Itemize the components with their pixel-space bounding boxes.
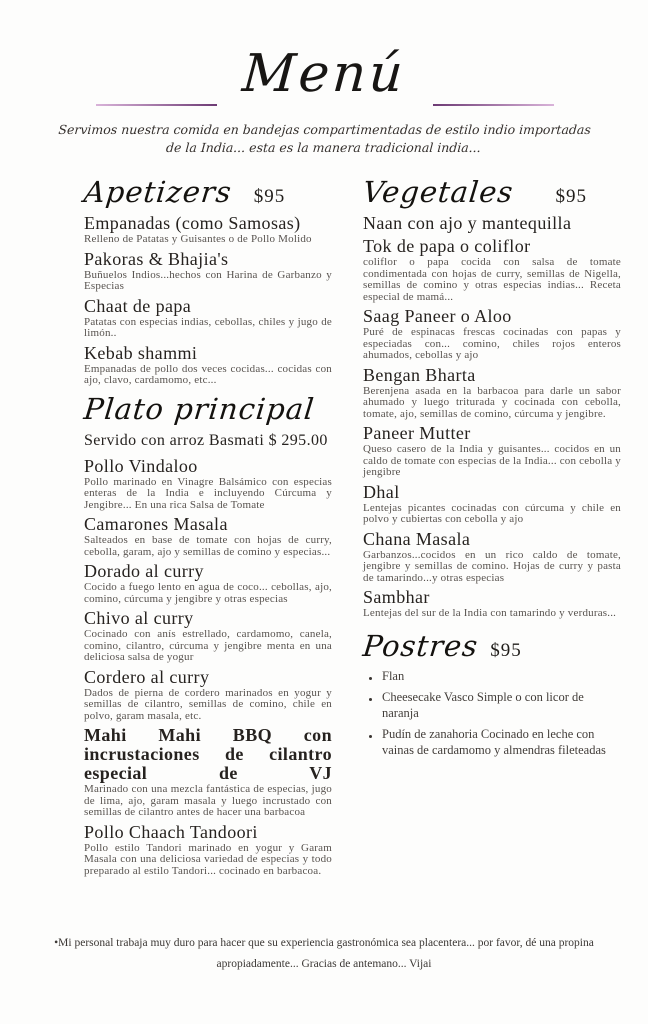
item-name: Paneer Mutter: [363, 423, 471, 443]
menu-item: [363, 237, 621, 303]
dessert-list: [363, 668, 621, 758]
item-description: Lentejas del sur de la India con tamarindo y verduras...: [363, 607, 617, 619]
dessert-label: Cheesecake Vasco Simple o con licor de naranja: [382, 689, 584, 720]
menu-item: [84, 515, 332, 558]
item-description: Puré de espinacas frescas cocinadas con papas y especiadas con... comino, chiles rojos enteros ahumados, cebollas y ajo: [363, 326, 621, 361]
right-column: [363, 176, 621, 763]
item-description: Salteados en base de tomate con hojas de curry, cebolla, garam, ajo y semillas de comino y especias...: [84, 534, 332, 558]
item-name: Pollo Vindaloo: [84, 455, 198, 476]
title-flourish-right: [433, 104, 554, 106]
item-description: Dados de pierna de cordero marinados en yogur y semillas de cilantro, semillas de comino, chile en polvo, garam masala, etc.: [84, 686, 332, 722]
item-description: Cocido a fuego lento en agua de coco... cebollas, ajo, comino, cúrcuma y jengibre y otras especias: [84, 581, 332, 605]
bullet-icon: [369, 677, 372, 680]
menu-subtitle: Servimos nuestra comida en bandejas compartimentadas de estilo indio importadas de la India... esta es la manera tradicional india...: [57, 122, 592, 156]
dessert-item: [369, 689, 621, 721]
item-name: Saag Paneer o Aloo: [363, 306, 512, 326]
section-heading-vegetables: [363, 176, 621, 208]
vegetables-title: Vegetales: [361, 175, 516, 209]
item-name: Naan con ajo y mantequilla: [363, 213, 572, 233]
item-description: Marinado con una mezcla fantástica de especias, jugo de lima, ajo, garam masala y luego incrustado con semillas de cilantro antes de hacer una barbacoa: [84, 783, 332, 818]
item-name: Dorado al curry: [84, 561, 204, 581]
bullet-icon: [369, 735, 372, 738]
menu-item: [84, 297, 332, 340]
item-description: Garbanzos...cocidos en un rico caldo de tomate, jengibre y semillas de comino. Hojas de curry y pasta de tamarindo...y otras especias: [363, 548, 621, 584]
dessert-label: Flan: [382, 668, 405, 683]
item-name: Empanadas (como Samosas): [84, 213, 301, 233]
vegetables-price: $95: [555, 186, 587, 207]
menu-title: Menú: [240, 44, 408, 104]
title-flourish-left: [96, 104, 217, 106]
item-name: Camarones Masala: [84, 514, 228, 534]
appetizers-price: $95: [253, 186, 286, 207]
menu-item: [363, 366, 621, 421]
item-description: Buñuelos Indios...hechos con Harina de Garbanzo y Especias: [84, 268, 332, 292]
menu-item: [84, 668, 332, 723]
item-description: Lentejas picantes cocinadas con cúrcuma y chile en polvo y cubiertas con cebolla y ajo: [363, 501, 621, 525]
menu-item: [84, 214, 332, 246]
item-description: Patatas con especias indias, cebollas, chiles y jugo de limón..: [84, 315, 332, 339]
desserts-price: $95: [490, 639, 522, 661]
item-description: Empanadas de pollo dos veces cocidas... cocidas con ajo, clavo, cardamomo, etc...: [84, 362, 332, 386]
footer-note: •Mi personal trabaja muy duro para hacer que su experiencia gastronómica sea placentera... por favor, dé una propina apropiadamente... Gracias de antemano... Vijai: [54, 937, 594, 970]
menu-item: [84, 250, 332, 293]
item-name: Chaat de papa: [84, 295, 192, 316]
section-heading-desserts: [363, 630, 621, 662]
menu-item: [84, 344, 332, 387]
item-name: Dhal: [363, 481, 400, 502]
item-name: Bengan Bharta: [363, 364, 476, 385]
item-description: Pollo marinado en Vinagre Balsámico con especias enteras de la India e incluyendo Cúrcuma y Jengibre... En una rica Salsa de Tomate: [84, 475, 332, 511]
menu-item: [363, 588, 621, 620]
menu-item: [363, 530, 621, 585]
item-name: Kebab shammi: [84, 342, 198, 363]
section-heading-mains: [84, 393, 332, 425]
left-column: [84, 176, 332, 881]
item-description: coliflor o papa cocida con salsa de tomate condimentada con hojas de curry, semillas de Nigella, semillas de comino y otras especias indias... Receta especial de mamá...: [363, 256, 621, 303]
item-description: Relleno de Patatas y Guisantes o de Pollo Molido: [84, 233, 312, 245]
item-description: Cocinado con anís estrellado, cardamomo, canela, comino, cilantro, cúrcuma y jengibre menta en una deliciosa salsa de yogur: [84, 628, 332, 663]
menu-item: [84, 457, 332, 512]
item-description: Pollo estilo Tandori marinado en yogur y Garam Masala con una deliciosa variedad de especias y todo preparado al estilo Tandori... cocinado en barbacoa.: [84, 841, 332, 877]
item-name: Cordero al curry: [84, 666, 210, 687]
menu-item: [84, 823, 332, 878]
mains-title: Plato principal: [82, 391, 317, 426]
item-description: Queso casero de la India y guisantes... cocidos en un caldo de tomate con especias de la India... con cebolla y jengibre: [363, 443, 621, 478]
menu-item: [363, 307, 621, 362]
menu-item: [363, 214, 621, 233]
item-description: Berenjena asada en la barbacoa para darle un sabor ahumado y luego triturada y cocinada con cebolla, tomate, ajo, semillas de comino, cúrcuma y jengibre.: [363, 384, 621, 420]
bullet-icon: [369, 698, 372, 701]
menu-item: [363, 483, 621, 526]
mains-note: Servido con arroz Basmati $ 295.00: [84, 431, 328, 449]
section-heading-appetizers: [84, 176, 332, 208]
appetizers-title: Apetizers: [82, 175, 234, 209]
dessert-label: Pudín de zanahoria Cocinado en leche con vainas de cardamomo y almendras fileteadas: [382, 726, 606, 757]
menu-item: [84, 562, 332, 605]
menu-item: [84, 726, 332, 819]
desserts-title: Postres: [361, 628, 481, 663]
item-name: Pakoras & Bhajia's: [84, 248, 229, 269]
menu-item: [363, 424, 621, 479]
dessert-item: [369, 726, 621, 758]
dessert-item: [369, 668, 621, 684]
item-name: Tok de papa o coliflor: [363, 236, 531, 256]
item-name: Mahi Mahi BBQ con incrustaciones de cilantro especial de VJ: [84, 725, 332, 783]
item-name: Chana Masala: [363, 528, 471, 549]
item-name: Pollo Chaach Tandoori: [84, 821, 258, 842]
item-name: Sambhar: [363, 587, 430, 607]
menu-item: [84, 609, 332, 664]
item-name: Chivo al curry: [84, 608, 194, 628]
